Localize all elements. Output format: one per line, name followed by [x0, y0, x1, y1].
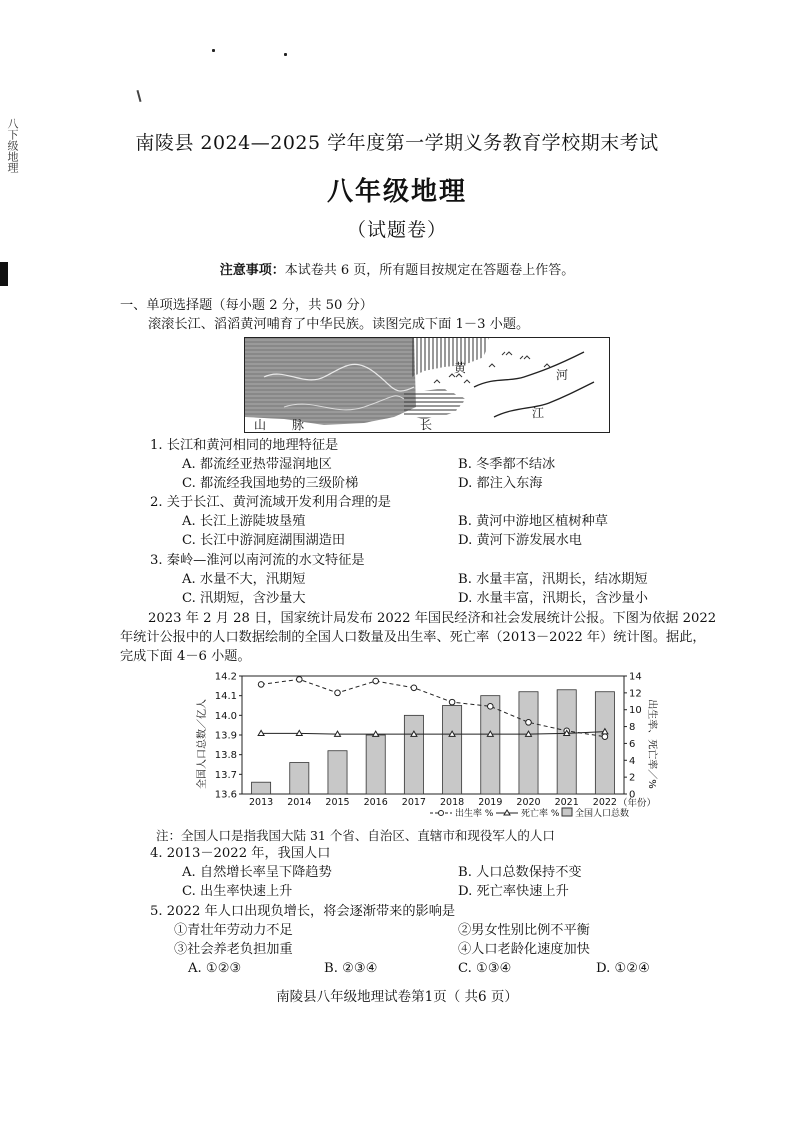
chart-xlabel: （年份） [618, 798, 657, 809]
death-rate-line [261, 732, 605, 735]
x-tick-label: 2013 [249, 797, 274, 808]
question-2-option-b: B. 黄河中游地区植树种草 [458, 514, 608, 529]
notice [0, 259, 794, 278]
population-bar [557, 690, 576, 794]
question-4-option-c: C. 出生率快速上升 [182, 884, 293, 899]
population-bar [290, 763, 309, 794]
question-3-option-b: B. 水量丰富，汛期长，结冰期短 [458, 572, 648, 587]
birth-rate-point [373, 678, 379, 684]
right-tick-label: 12 [629, 688, 642, 700]
notice-text: 本试卷共 6 页，所有题目按规定在答题卷上作答。 [284, 263, 575, 278]
left-tick-label: 13.6 [214, 789, 237, 801]
map-label-shan: 山 [254, 418, 267, 432]
chart-note: 注：全国人口是指我国大陆 31 个省、自治区、直辖市和现役军人的人口 [156, 828, 555, 843]
birth-rate-point [258, 682, 264, 688]
scan-dot [284, 53, 287, 56]
birth-rate-point [411, 685, 417, 691]
birth-rate-point [602, 734, 608, 740]
right-tick-label: 0 [629, 789, 636, 801]
birth-rate-point [449, 699, 455, 705]
chart-ylabel-left: 全国人口总数／亿人 [197, 699, 208, 789]
question-4-option-a: A. 自然增长率呈下降趋势 [182, 865, 332, 880]
question-1-stem: 1. 长江和黄河相同的地理特征是 [150, 438, 339, 453]
birth-rate-point [335, 690, 341, 696]
population-bar [595, 692, 614, 794]
x-tick-label: 2017 [401, 797, 426, 808]
subject-title: 八年级地理 [326, 177, 467, 207]
question-3-option-a: A. 水量不大，汛期短 [182, 572, 306, 587]
right-tick-label: 8 [629, 722, 636, 734]
map-label-chang: 长 [420, 418, 433, 432]
scan-dot [212, 49, 215, 52]
x-tick-label: 2021 [554, 797, 579, 808]
question-5-statement-1: ①青壮年劳动力不足 [174, 923, 293, 938]
x-tick-label: 2022 [592, 797, 617, 808]
population-bar [519, 692, 538, 794]
population-bar [366, 735, 385, 794]
x-tick-label: 2019 [478, 797, 503, 808]
page-footer: 南陵县八年级地理试卷第1页（ 共6 页） [276, 989, 518, 1005]
question-5-option-d: D. ①②④ [596, 961, 650, 976]
x-tick-label: 2020 [516, 797, 541, 808]
birth-rate-point [526, 720, 532, 726]
legend-birth-marker [439, 811, 444, 816]
question-4-option-b: B. 人口总数保持不变 [458, 865, 582, 880]
birth-rate-point [297, 677, 303, 683]
left-tick-label: 13.7 [214, 769, 237, 781]
left-tick-label: 14.2 [214, 671, 237, 683]
right-tick-label: 10 [629, 705, 642, 717]
question-2-stem: 2. 关于长江、黄河流域开发利用合理的是 [150, 495, 391, 510]
question-3-option-c: C. 汛期短，含沙量大 [182, 591, 306, 606]
river-map [244, 337, 610, 433]
question-5-statement-3: ③社会养老负担加重 [174, 942, 293, 957]
legend-pop-swatch [562, 808, 572, 816]
question-2-option-a: A. 长江上游陡坡垦殖 [182, 514, 306, 529]
population-bar [252, 782, 271, 794]
map-label-jiang: 江 [532, 406, 545, 420]
question-1-option-d: D. 都注入东海 [458, 476, 543, 491]
x-tick-label: 2018 [440, 797, 465, 808]
right-tick-label: 6 [629, 738, 636, 750]
left-tick-label: 14.1 [214, 691, 237, 703]
left-tick-label: 13.9 [214, 730, 237, 742]
question-1-option-b: B. 冬季都不结冰 [458, 457, 556, 472]
map-label-huang: 黄 [454, 361, 467, 375]
population-bar [481, 696, 500, 794]
right-tick-label: 4 [629, 755, 636, 767]
question-2-option-c: C. 长江中游洞庭湖围湖造田 [182, 533, 346, 548]
question-2-option-d: D. 黄河下游发展水电 [458, 533, 582, 548]
legend-pop-label: 全国人口总数 [575, 809, 630, 819]
left-tick-label: 13.8 [214, 750, 237, 762]
map-label-he: 河 [556, 368, 569, 382]
x-tick-label: 2016 [363, 797, 388, 808]
left-tick-label: 14.0 [214, 710, 237, 722]
section-heading: 一、单项选择题（每小题 2 分，共 50 分） [120, 298, 373, 313]
question-5-statement-2: ②男女性别比例不平衡 [458, 923, 590, 938]
section-intro: 滚滚长江、滔滔黄河哺育了中华民族。读图完成下面 1－3 小题。 [148, 317, 530, 332]
question-3-stem: 3. 秦岭—淮河以南河流的水文特征是 [150, 553, 365, 568]
question-4-option-d: D. 死亡率快速上升 [458, 884, 569, 899]
question-5-option-a: A. ①②③ [188, 961, 242, 976]
population-bar [328, 751, 347, 794]
x-tick-label: 2015 [325, 797, 350, 808]
chart-ylabel-right: 出生率、死亡率／% [646, 699, 657, 789]
population-bar [404, 715, 423, 794]
legend-death-label: 死亡率 % [521, 809, 560, 819]
scan-mark [136, 90, 141, 102]
notice-label: 注意事项： [219, 263, 285, 278]
map-label-mai: 脉 [292, 418, 305, 432]
question-1-option-a: A. 都流经亚热带湿润地区 [182, 457, 332, 472]
paper-type: （试题卷） [346, 219, 447, 241]
question-5-option-c: C. ①③④ [458, 961, 512, 976]
question-5-statement-4: ④人口老龄化速度加快 [458, 942, 590, 957]
population-bar [443, 706, 462, 795]
birth-rate-line [261, 679, 605, 736]
passage-line: 2023 年 2 月 28 日，国家统计局发布 2022 年国民经济和社会发展统计公报。下图为依据 2022 [148, 611, 717, 626]
passage-line: 年统计公报中的人口数据绘制的全国人口数量及出生率、死亡率（2013－2022 年）统计图。据此， [120, 630, 706, 645]
population-chart [192, 666, 662, 822]
birth-rate-point [488, 704, 494, 710]
legend-birth-label: 出生率 % [455, 809, 494, 819]
exam-title: 南陵县 2024—2025 学年度第一学期义务教育学校期末考试 [135, 132, 659, 154]
x-tick-label: 2014 [287, 797, 312, 808]
question-3-option-d: D. 水量丰富，汛期长，含沙量小 [458, 591, 648, 606]
right-tick-label: 14 [629, 671, 642, 683]
question-5-option-b: B. ②③④ [324, 961, 378, 976]
question-1-option-c: C. 都流经我国地势的三级阶梯 [182, 476, 359, 491]
question-4-stem: 4. 2013－2022 年，我国人口 [150, 846, 331, 861]
right-tick-label: 2 [629, 772, 636, 784]
passage-line: 完成下面 4－6 小题。 [120, 649, 251, 664]
side-margin-label: 八下级地理 [6, 118, 19, 173]
question-5-stem: 5. 2022 年人口出现负增长，将会逐渐带来的影响是 [150, 904, 456, 919]
